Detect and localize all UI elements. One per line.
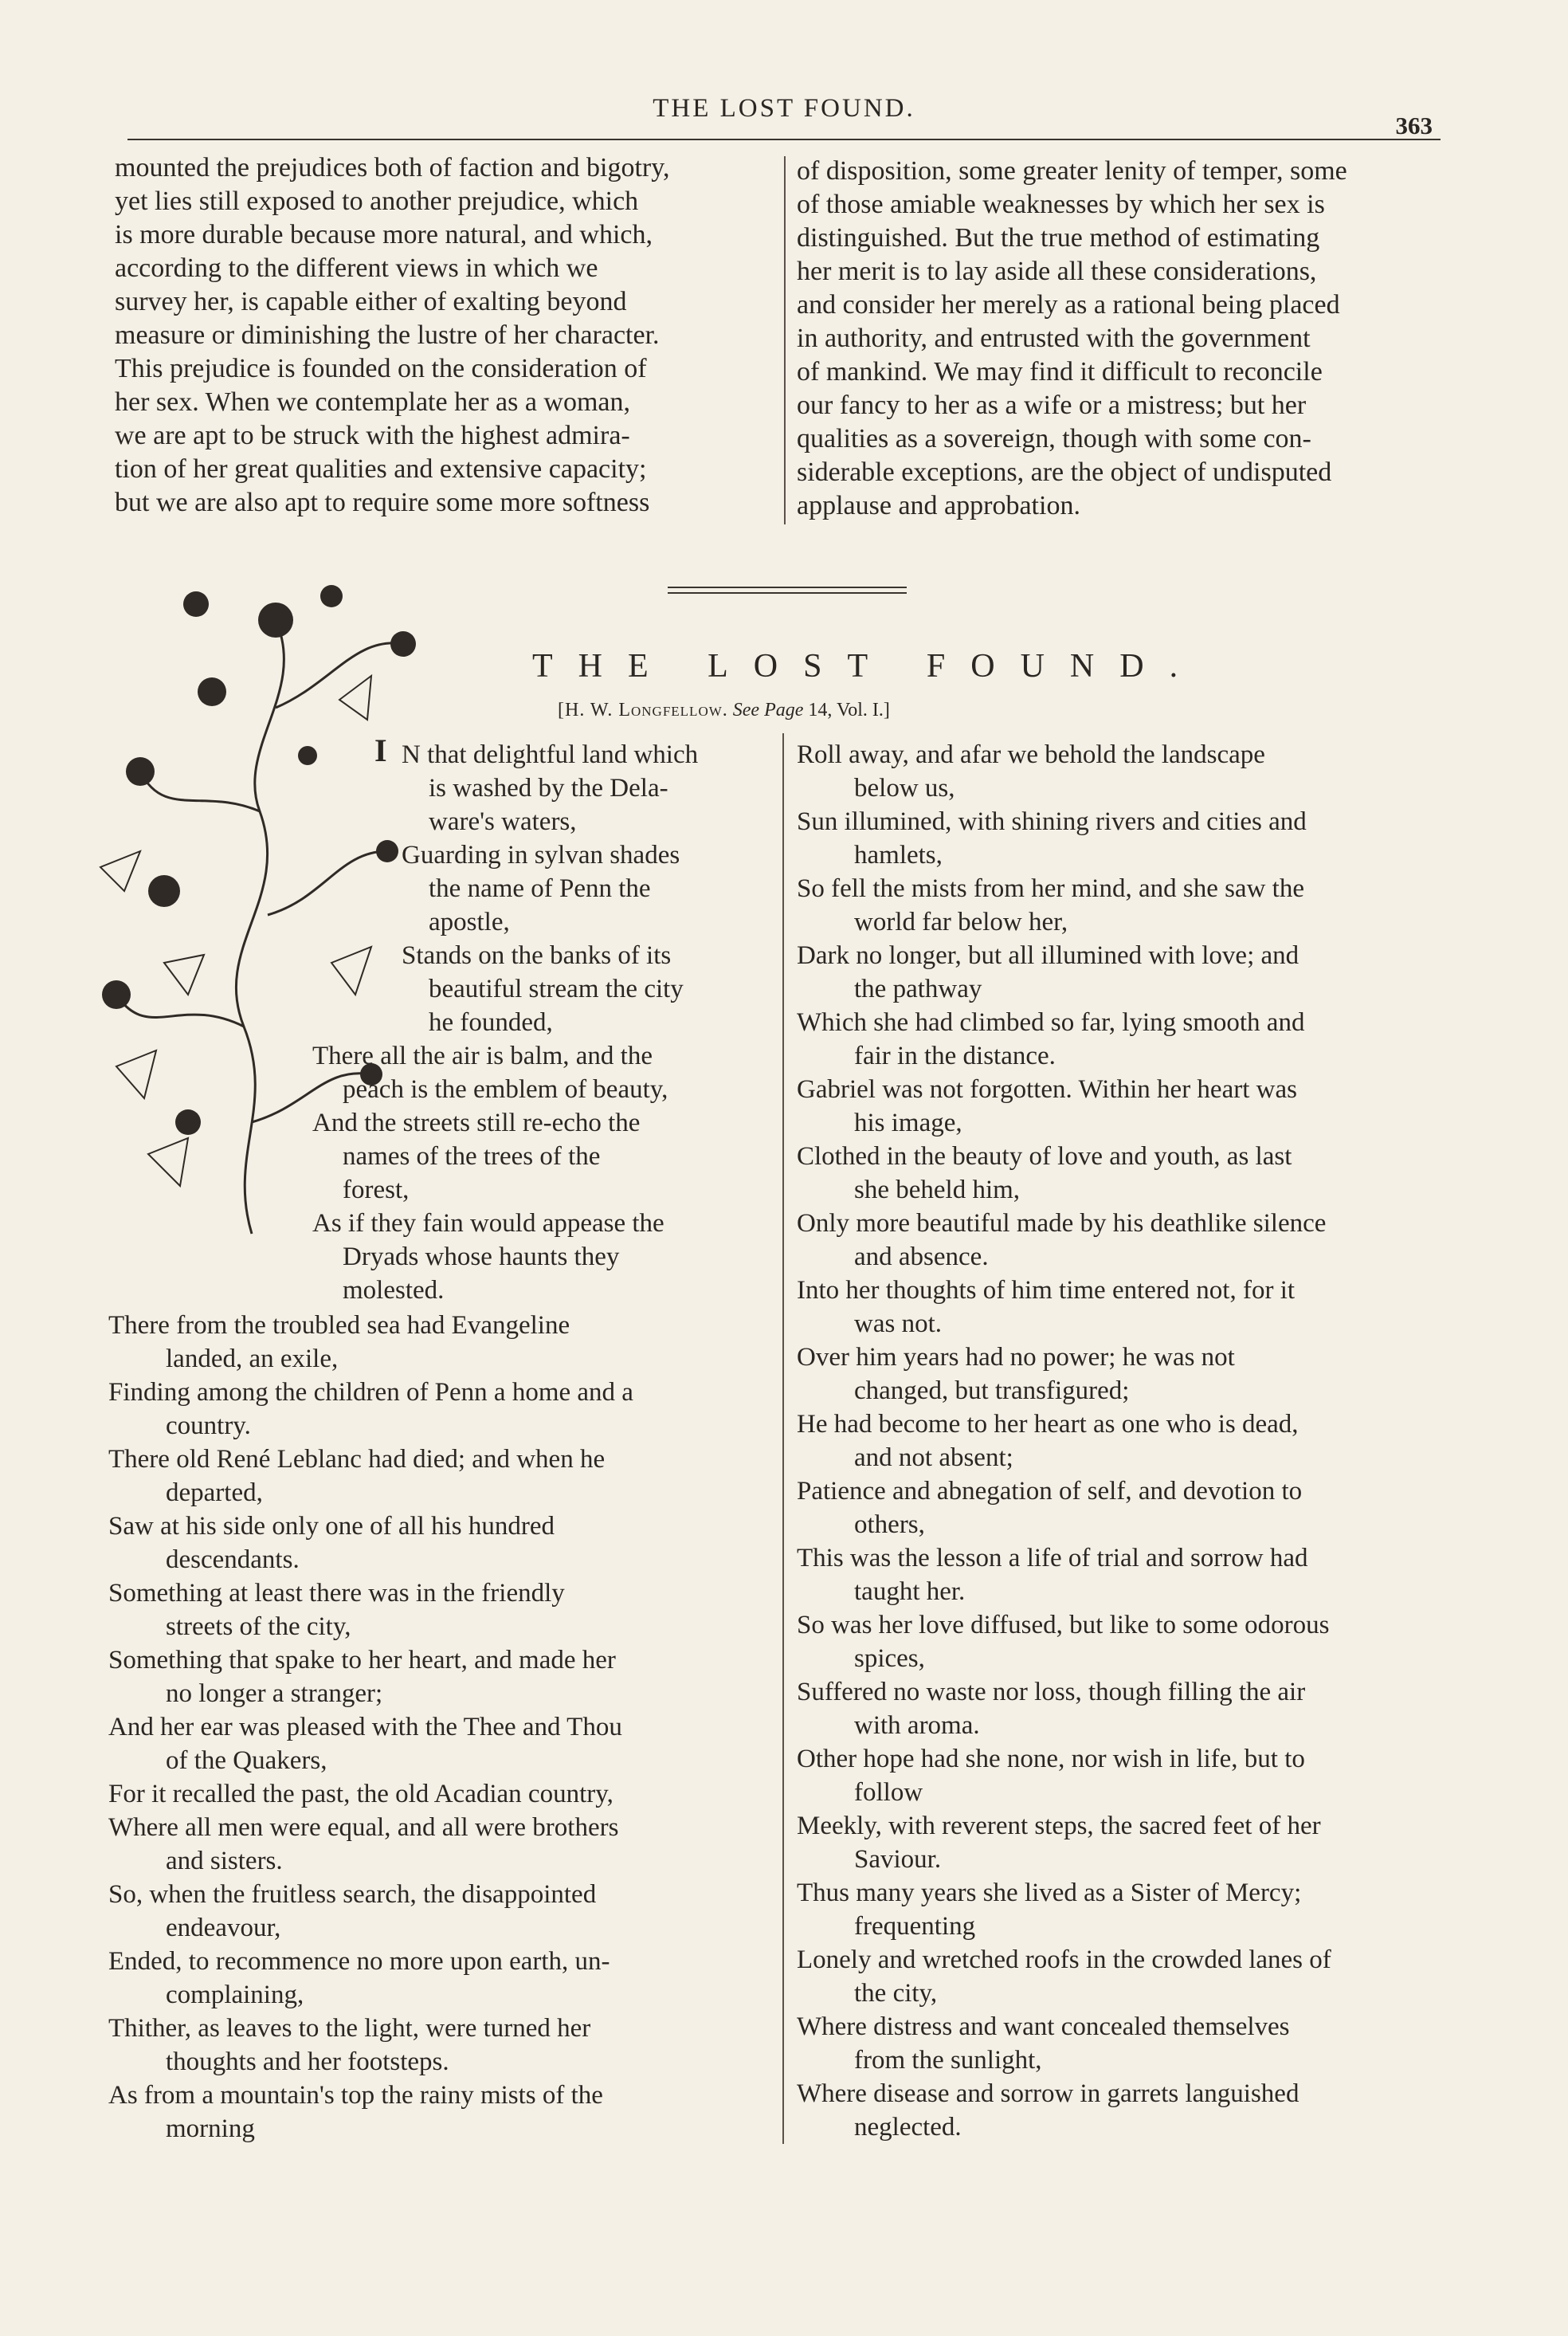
top-right-column <box>797 155 1458 523</box>
verse-continuation: taught her. <box>854 1577 966 1606</box>
verse-continuation: with aroma. <box>854 1711 980 1740</box>
prose-line: of those amiable weaknesses by which her sex is <box>797 190 1325 219</box>
verse-continuation: the pathway <box>854 975 982 1003</box>
prose-line: of disposition, some greater lenity of temper, some <box>797 156 1347 186</box>
verse-continuation: the city, <box>854 1979 938 2008</box>
verse-line: Over him years had no power; he was not <box>797 1343 1235 1372</box>
verse-line: Stands on the banks of its <box>402 941 672 970</box>
verse-line: Patience and abnegation of self, and devotion to <box>797 1477 1303 1506</box>
verse-line: Where distress and want concealed themselves <box>797 2012 1290 2041</box>
verse-continuation: frequenting <box>854 1912 976 1941</box>
prose-line: This prejudice is founded on the consideration of <box>115 354 647 383</box>
verse <box>108 1443 766 1510</box>
section-separator <box>668 587 907 598</box>
verse <box>797 1541 1447 1608</box>
verse-line: As from a mountain's top the rainy mists of the <box>108 2081 603 2110</box>
verse-continuation: country. <box>166 1411 251 1440</box>
verse-continuation: and sisters. <box>166 1847 283 1875</box>
verse-line: So fell the mists from her mind, and she saw the <box>797 874 1304 903</box>
verse-continuation: peach is the emblem of beauty, <box>343 1075 668 1104</box>
verse-line: There old René Leblanc had died; and when he <box>108 1445 606 1474</box>
verse-continuation: landed, an exile, <box>166 1345 339 1373</box>
verse <box>797 1207 1447 1274</box>
prose-line: her sex. When we contemplate her as a woman, <box>115 387 631 417</box>
prose-line: but we are also apt to require some more softness <box>115 488 650 517</box>
verse-line: This was the lesson a life of trial and sorrow had <box>797 1544 1308 1572</box>
verse <box>312 1207 766 1307</box>
verse-line: Meekly, with reverent steps, the sacred feet of her <box>797 1812 1321 1840</box>
verse-continuation: he founded, <box>429 1008 553 1037</box>
verse <box>108 1376 766 1443</box>
verse-continuation: from the sunlight, <box>854 2046 1042 2075</box>
verse-continuation: the name of Penn the <box>429 874 651 903</box>
verse-continuation: Dryads whose haunts they <box>343 1243 620 1271</box>
poem-left-mid <box>312 1039 766 1307</box>
verse <box>108 1643 766 1710</box>
verse-line: Where disease and sorrow in garrets languished <box>797 2079 1299 2108</box>
verse <box>797 1140 1447 1207</box>
column-divider-poem <box>782 733 784 2144</box>
verse-line: So, when the fruitless search, the disappointed <box>108 1880 597 1909</box>
prose-line: our fancy to her as a wife or a mistress; but her <box>797 391 1307 420</box>
prose-line: mounted the prejudices both of faction and bigotry, <box>115 153 670 183</box>
verse-line: Something at least there was in the friendly <box>108 1579 565 1608</box>
drop-cap: I <box>374 732 387 768</box>
verse-continuation: his image, <box>854 1109 962 1137</box>
attribution-author: [H. W. Longfellow. <box>558 700 728 720</box>
prose-line: of mankind. We may find it difficult to reconcile <box>797 357 1323 387</box>
verse-continuation: ware's waters, <box>429 807 577 836</box>
verse-continuation: is washed by the Dela- <box>429 774 668 803</box>
verse <box>797 1608 1447 1675</box>
verse <box>797 1006 1447 1073</box>
verse <box>108 1811 766 1878</box>
verse <box>387 939 766 1039</box>
verse <box>108 2079 766 2146</box>
verse <box>797 939 1447 1006</box>
header-rule <box>127 139 1441 140</box>
verse-continuation: and absence. <box>854 1243 989 1271</box>
verse <box>108 1878 766 1945</box>
verse-continuation: fair in the distance. <box>854 1042 1056 1070</box>
verse-continuation: changed, but transfigured; <box>854 1376 1130 1405</box>
verse <box>797 1675 1447 1742</box>
prose-line: applause and approbation. <box>797 491 1080 520</box>
verse-line: Roll away, and afar we behold the landscape <box>797 740 1265 769</box>
prose-line: her merit is to lay aside all these considerations, <box>797 257 1317 286</box>
attribution-see: See Page <box>732 700 804 720</box>
prose-line: we are apt to be struck with the highest admira- <box>115 421 630 450</box>
verse-continuation: descendants. <box>166 1545 300 1574</box>
verse-continuation: hamlets, <box>854 841 943 870</box>
column-divider-top <box>784 156 786 524</box>
verse-continuation: apostle, <box>429 908 510 936</box>
verse <box>797 1341 1447 1407</box>
verse-line: Something that spake to her heart, and made her <box>108 1646 616 1674</box>
verse <box>797 805 1447 872</box>
verse <box>797 1742 1447 1809</box>
verse-line: As if they fain would appease the <box>312 1209 664 1238</box>
verse-line: Lonely and wretched roofs in the crowded lanes of <box>797 1945 1331 1974</box>
verse-line: He had become to her heart as one who is dead, <box>797 1410 1299 1439</box>
verse-line: Dark no longer, but all illumined with love; and <box>797 941 1299 970</box>
verse-line: Gabriel was not forgotten. Within her heart was <box>797 1075 1297 1104</box>
prose-line: distinguished. But the true method of estimating <box>797 223 1320 253</box>
verse-line: Thither, as leaves to the light, were turned her <box>108 2014 591 2043</box>
verse <box>108 1309 766 1376</box>
verse-continuation: molested. <box>343 1276 445 1305</box>
verse <box>797 2077 1447 2144</box>
verse <box>797 1474 1447 1541</box>
verse <box>797 2010 1447 2077</box>
verse <box>387 838 766 939</box>
verse-continuation: world far below her, <box>854 908 1068 936</box>
verse <box>797 738 1447 805</box>
verse <box>108 2012 766 2079</box>
verse <box>108 1510 766 1576</box>
verse-continuation: others, <box>854 1510 925 1539</box>
verse <box>108 1945 766 2012</box>
prose-line: according to the different views in which we <box>115 253 598 283</box>
verse-line: Into her thoughts of him time entered not, for it <box>797 1276 1296 1305</box>
verse-continuation: beautiful stream the city <box>429 975 684 1003</box>
verse-line: N that delightful land which <box>402 740 699 769</box>
verse-line: Thus many years she lived as a Sister of Mercy; <box>797 1879 1302 1907</box>
verse <box>797 1876 1447 1943</box>
verse-line: Finding among the children of Penn a home and a <box>108 1378 633 1407</box>
prose-line: in authority, and entrusted with the government <box>797 324 1311 353</box>
verse-continuation: streets of the city, <box>166 1612 351 1641</box>
verse-line: So was her love diffused, but like to some odorous <box>797 1611 1330 1639</box>
verse-continuation: thoughts and her footsteps. <box>166 2047 449 2076</box>
verse-line: For it recalled the past, the old Acadian country, <box>108 1780 613 1808</box>
verse-continuation: below us, <box>854 774 955 803</box>
verse-line: There all the air is balm, and the <box>312 1042 653 1070</box>
verse-continuation: endeavour, <box>166 1914 281 1942</box>
verse-line: Suffered no waste nor loss, though filling the air <box>797 1678 1306 1706</box>
verse <box>108 1576 766 1643</box>
prose-line: survey her, is capable either of exalting beyond <box>115 287 627 316</box>
verse <box>797 1274 1447 1341</box>
verse-continuation: no longer a stranger; <box>166 1679 383 1708</box>
verse-continuation: departed, <box>166 1478 263 1507</box>
verse-continuation: and not absent; <box>854 1443 1013 1472</box>
verse-line: There from the troubled sea had Evangeline <box>108 1311 570 1340</box>
verse-continuation: complaining, <box>166 1981 304 2009</box>
verse-continuation: was not. <box>854 1309 942 1338</box>
prose-line: siderable exceptions, are the object of undisputed <box>797 457 1332 487</box>
prose-line: is more durable because more natural, and which, <box>115 220 653 249</box>
verse <box>797 1943 1447 2010</box>
verse-continuation: names of the trees of the <box>343 1142 601 1171</box>
verse-line: Other hope had she none, nor wish in life, but to <box>797 1745 1305 1773</box>
prose-line: tion of her great qualities and extensive capacity; <box>115 454 647 484</box>
verse <box>797 872 1447 939</box>
verse-continuation: forest, <box>343 1176 410 1204</box>
verse-line: Ended, to recommence no more upon earth, un- <box>108 1947 610 1976</box>
verse-line: And her ear was pleased with the Thee and Thou <box>108 1713 622 1741</box>
verse-line: Clothed in the beauty of love and youth, as last <box>797 1142 1292 1171</box>
verse-line: And the streets still re-echo the <box>312 1109 641 1137</box>
verse <box>797 1407 1447 1474</box>
prose-line: measure or diminishing the lustre of her character. <box>115 320 660 350</box>
prose-line: yet lies still exposed to another prejudice, which <box>115 186 639 216</box>
verse-line: Which she had climbed so far, lying smooth and <box>797 1008 1305 1037</box>
verse-continuation: of the Quakers, <box>166 1746 327 1775</box>
verse-continuation: Saviour. <box>854 1845 942 1874</box>
verse-continuation: she beheld him, <box>854 1176 1021 1204</box>
verse <box>797 1073 1447 1140</box>
page-number: 363 <box>1395 112 1433 139</box>
top-left-column <box>115 151 776 520</box>
poem-title: THE LOST FOUND. <box>532 648 1204 685</box>
verse <box>108 1710 766 1777</box>
attribution-ref: 14, Vol. I.] <box>808 700 890 720</box>
running-head <box>127 94 1441 150</box>
poem-attribution <box>558 700 890 721</box>
prose-line: qualities as a sovereign, though with some con- <box>797 424 1311 453</box>
verse-continuation: neglected. <box>854 2113 962 2142</box>
verse <box>797 1809 1447 1876</box>
prose-line: and consider her merely as a rational being placed <box>797 290 1340 320</box>
poem-left-top <box>387 738 766 1039</box>
verse-continuation: follow <box>854 1778 923 1807</box>
verse <box>312 1039 766 1106</box>
verse <box>312 1106 766 1207</box>
verse-line: Sun illumined, with shining rivers and cities and <box>797 807 1307 836</box>
verse <box>108 1777 766 1811</box>
verse-line: Only more beautiful made by his deathlike silence <box>797 1209 1327 1238</box>
poem-left-bottom <box>108 1309 766 2146</box>
verse-line: Where all men were equal, and all were brothers <box>108 1813 619 1842</box>
verse-continuation: morning <box>166 2114 255 2143</box>
running-title: THE LOST FOUND. <box>653 94 915 123</box>
verse-line: Guarding in sylvan shades <box>402 841 680 870</box>
verse-continuation: spices, <box>854 1644 925 1673</box>
verse <box>387 738 766 838</box>
verse-line: Saw at his side only one of all his hundred <box>108 1512 555 1541</box>
poem-right-column <box>797 738 1447 2144</box>
